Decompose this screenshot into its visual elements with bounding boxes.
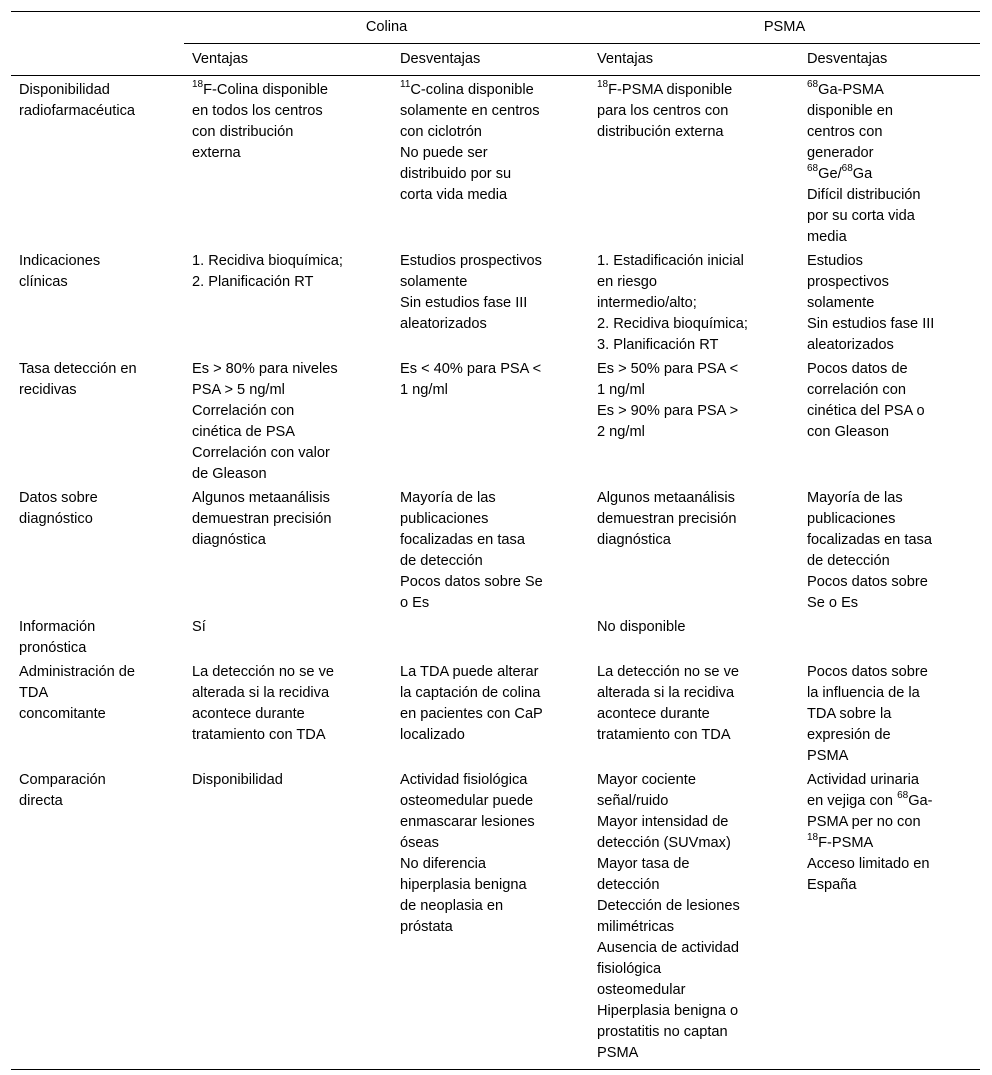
cell-colina-ventajas [184,76,392,250]
line-segment: F-Colina disponible [203,82,329,98]
cell-psma-desventajas [799,768,980,1070]
cell-line: La TDA puede alterar [400,664,539,680]
cell-line: óseas [400,835,439,851]
cell-line [597,80,799,101]
cell-line: No puede ser [400,145,488,161]
cell-line: Indicaciones [19,253,101,269]
cell-line: Estudios [807,253,863,269]
cell-colina-desventajas [392,486,589,615]
table-row [11,76,980,250]
cell-line: Mayoría de las [807,490,903,506]
line-segment: Ga [852,166,873,182]
cell-psma-desventajas [799,249,980,357]
table-row [11,615,980,660]
table-row [11,768,980,1070]
cell-psma-desventajas [799,615,980,660]
cell-line: 3. Planificación RT [597,337,719,353]
cell-line: Sí [192,619,206,635]
cell-line: enmascarar lesiones [400,814,535,830]
cell-line: milimétricas [597,919,675,935]
corner-subheader [11,44,184,76]
cell-colina-desventajas [392,357,589,486]
cell-line: generador [807,145,874,161]
isotope-mass: 18 [192,79,204,91]
cell-line: 2. Recidiva bioquímica; [597,316,748,332]
cell-line: Mayoría de las [400,490,496,506]
cell-line: por su corta vida [807,208,915,224]
cell-line: la influencia de la [807,685,920,701]
cell-psma-ventajas [589,660,799,768]
cell-line: Información [19,619,96,635]
cell-colina-ventajas [184,357,392,486]
cell-line: No disponible [597,619,686,635]
cell-line: TDA [19,685,49,701]
subheader-colina-desventajas: Desventajas [392,44,589,76]
cell-line: Estudios prospectivos [400,253,542,269]
cell-line: cinética del PSA o [807,403,925,419]
cell-line: Es > 50% para PSA < [597,361,739,377]
group-header-psma: PSMA [589,12,980,44]
cell-line: Algunos metaanálisis [597,490,735,506]
cell-line: Pocos datos de [807,361,908,377]
cell-line: PSMA [597,1045,639,1061]
cell-colina-ventajas [184,768,392,1070]
cell-line: Sin estudios fase III [807,316,935,332]
cell-line: TDA sobre la [807,706,892,722]
cell-colina-desventajas [392,615,589,660]
cell-line: Datos sobre [19,490,98,506]
cell-line: Mayor cociente [597,772,696,788]
line-segment: Ga-PSMA [818,82,884,98]
cell-psma-ventajas [589,249,799,357]
cell-line: publicaciones [807,511,896,527]
cell-line: hiperplasia benigna [400,877,527,893]
cell-line: Pocos datos sobre [807,664,928,680]
cell-line: La detección no se ve [192,664,334,680]
cell-line: en todos los centros [192,103,323,119]
cell-line: España [807,877,857,893]
cell-line: distribución externa [597,124,724,140]
cell-line: PSA > 5 ng/ml [192,382,285,398]
cell-psma-ventajas [589,76,799,250]
cell-line [807,80,980,101]
cell-line: media [807,229,847,245]
cell-line: detección [597,877,660,893]
cell-line: Se o Es [807,595,859,611]
cell-line: en riesgo [597,274,658,290]
cell-line: 1. Recidiva bioquímica; [192,253,343,269]
cell-line: osteomedular puede [400,793,534,809]
cell-line: prostatitis no captan [597,1024,728,1040]
cell-line: localizado [400,727,465,743]
cell-line: distribuido por su [400,166,512,182]
cell-line: la captación de colina [400,685,541,701]
cell-line: PSMA [807,748,849,764]
cell-line: intermedio/alto; [597,295,697,311]
cell-line: Mayor intensidad de [597,814,729,830]
cell-line: centros con [807,124,883,140]
cell-line: 2 ng/ml [597,424,645,440]
cell-line: de detección [400,553,483,569]
cell-line: demuestran precisión [192,511,332,527]
cell-line: diagnóstico [19,511,93,527]
cell-colina-ventajas [184,486,392,615]
cell-psma-ventajas [589,486,799,615]
cell-psma-ventajas [589,615,799,660]
cell-line: Actividad urinaria [807,772,919,788]
cell-line: Tasa detección en [19,361,137,377]
cell-psma-desventajas [799,660,980,768]
cell-line: Algunos metaanálisis [192,490,330,506]
cell-line: Mayor tasa de [597,856,690,872]
cell-line: radiofarmacéutica [19,103,135,119]
cell-line: solamente [400,274,468,290]
cell-line: solamente en centros [400,103,540,119]
cell-psma-desventajas [799,76,980,250]
row-label [11,486,184,615]
cell-line [192,80,392,101]
cell-line: 2. Planificación RT [192,274,314,290]
cell-line: corta vida media [400,187,508,203]
cell-line: prospectivos [807,274,889,290]
cell-colina-desventajas [392,76,589,250]
row-label [11,768,184,1070]
cell-line [807,833,980,854]
cell-line: aleatorizados [400,316,487,332]
cell-line: Acceso limitado en [807,856,930,872]
cell-line: alterada si la recidiva [597,685,735,701]
cell-line: disponible en [807,103,894,119]
cell-line [400,80,589,101]
cell-line: de neoplasia en [400,898,504,914]
cell-colina-desventajas [392,249,589,357]
cell-psma-desventajas [799,486,980,615]
cell-line: correlación con [807,382,906,398]
table-row [11,249,980,357]
isotope-mass: 18 [597,79,609,91]
row-label [11,615,184,660]
cell-line: acontece durante [192,706,305,722]
group-header-colina: Colina [184,12,589,44]
cell-line: Es > 90% para PSA > [597,403,739,419]
row-label [11,76,184,250]
cell-psma-ventajas [589,768,799,1070]
cell-line: Disponibilidad [19,82,110,98]
table-row [11,660,980,768]
cell-line: Correlación con [192,403,295,419]
table-body [11,76,980,1070]
cell-line: Administración de [19,664,135,680]
cell-line: Comparación [19,772,106,788]
isotope-mass: 11 [400,79,411,91]
cell-line: expresión de [807,727,891,743]
cell-colina-desventajas [392,768,589,1070]
cell-line: con ciclotrón [400,124,482,140]
cell-line: tratamiento con TDA [192,727,326,743]
cell-line: 1 ng/ml [597,382,645,398]
line-segment: F-PSMA [818,835,874,851]
cell-line: La detección no se ve [597,664,739,680]
isotope-mass: 68 [841,163,853,175]
cell-line: Hiperplasia benigna o [597,1003,739,1019]
row-label [11,249,184,357]
cell-line: diagnóstica [597,532,671,548]
cell-line: de detección [807,553,890,569]
cell-line: Detección de lesiones [597,898,740,914]
cell-line: tratamiento con TDA [597,727,731,743]
subheader-psma-desventajas: Desventajas [799,44,980,76]
isotope-mass: 68 [807,79,819,91]
cell-line: diagnóstica [192,532,266,548]
cell-line [807,164,980,185]
corner-cell [11,12,184,44]
cell-line: focalizadas en tasa [400,532,525,548]
cell-line: cinética de PSA [192,424,296,440]
cell-line: directa [19,793,63,809]
row-label [11,660,184,768]
cell-line: acontece durante [597,706,710,722]
cell-line: señal/ruido [597,793,669,809]
table-row [11,357,980,486]
cell-line: con distribución [192,124,294,140]
cell-line: pronóstica [19,640,87,656]
cell-line: próstata [400,919,453,935]
cell-line: 1. Estadificación inicial [597,253,744,269]
cell-line: Ausencia de actividad [597,940,739,956]
cell-line: recidivas [19,382,77,398]
isotope-mass: 68 [897,790,909,802]
cell-line: 1 ng/ml [400,382,448,398]
line-segment: en vejiga con [807,793,898,809]
cell-line: demuestran precisión [597,511,737,527]
cell-line: Actividad fisiológica [400,772,528,788]
cell-line: Sin estudios fase III [400,295,528,311]
cell-colina-ventajas [184,660,392,768]
line-segment: Ge/ [818,166,842,182]
isotope-mass: 68 [807,163,819,175]
line-segment: C-colina disponible [410,82,534,98]
line-segment: F-PSMA disponible [608,82,733,98]
cell-line: o Es [400,595,430,611]
cell-line: detección (SUVmax) [597,835,731,851]
cell-line: de Gleason [192,466,267,482]
cell-line: Pocos datos sobre Se [400,574,543,590]
cell-line: No diferencia [400,856,486,872]
cell-line: Es > 80% para niveles [192,361,338,377]
cell-line: en pacientes con CaP [400,706,543,722]
cell-line: Es < 40% para PSA < [400,361,542,377]
cell-line: Pocos datos sobre [807,574,928,590]
comparison-table [11,11,980,1070]
cell-line: fisiológica [597,961,662,977]
cell-line: Correlación con valor [192,445,330,461]
cell-line: publicaciones [400,511,489,527]
line-segment: Ga- [908,793,933,809]
subheader-colina-ventajas: Ventajas [184,44,392,76]
cell-line: osteomedular [597,982,686,998]
cell-line: externa [192,145,241,161]
cell-line: con Gleason [807,424,889,440]
cell-colina-desventajas [392,660,589,768]
cell-colina-ventajas [184,615,392,660]
cell-psma-ventajas [589,357,799,486]
cell-colina-ventajas [184,249,392,357]
cell-line: Difícil distribución [807,187,921,203]
row-label [11,357,184,486]
table-row [11,486,980,615]
cell-line: Disponibilidad [192,772,283,788]
cell-psma-desventajas [799,357,980,486]
cell-line: focalizadas en tasa [807,532,932,548]
cell-line: concomitante [19,706,106,722]
cell-line: aleatorizados [807,337,894,353]
cell-line: alterada si la recidiva [192,685,330,701]
isotope-mass: 18 [807,832,819,844]
cell-line: clínicas [19,274,68,290]
cell-line: solamente [807,295,875,311]
cell-line: PSMA per no con [807,814,921,830]
subheader-psma-ventajas: Ventajas [589,44,799,76]
cell-line: para los centros con [597,103,729,119]
cell-line [807,791,980,812]
